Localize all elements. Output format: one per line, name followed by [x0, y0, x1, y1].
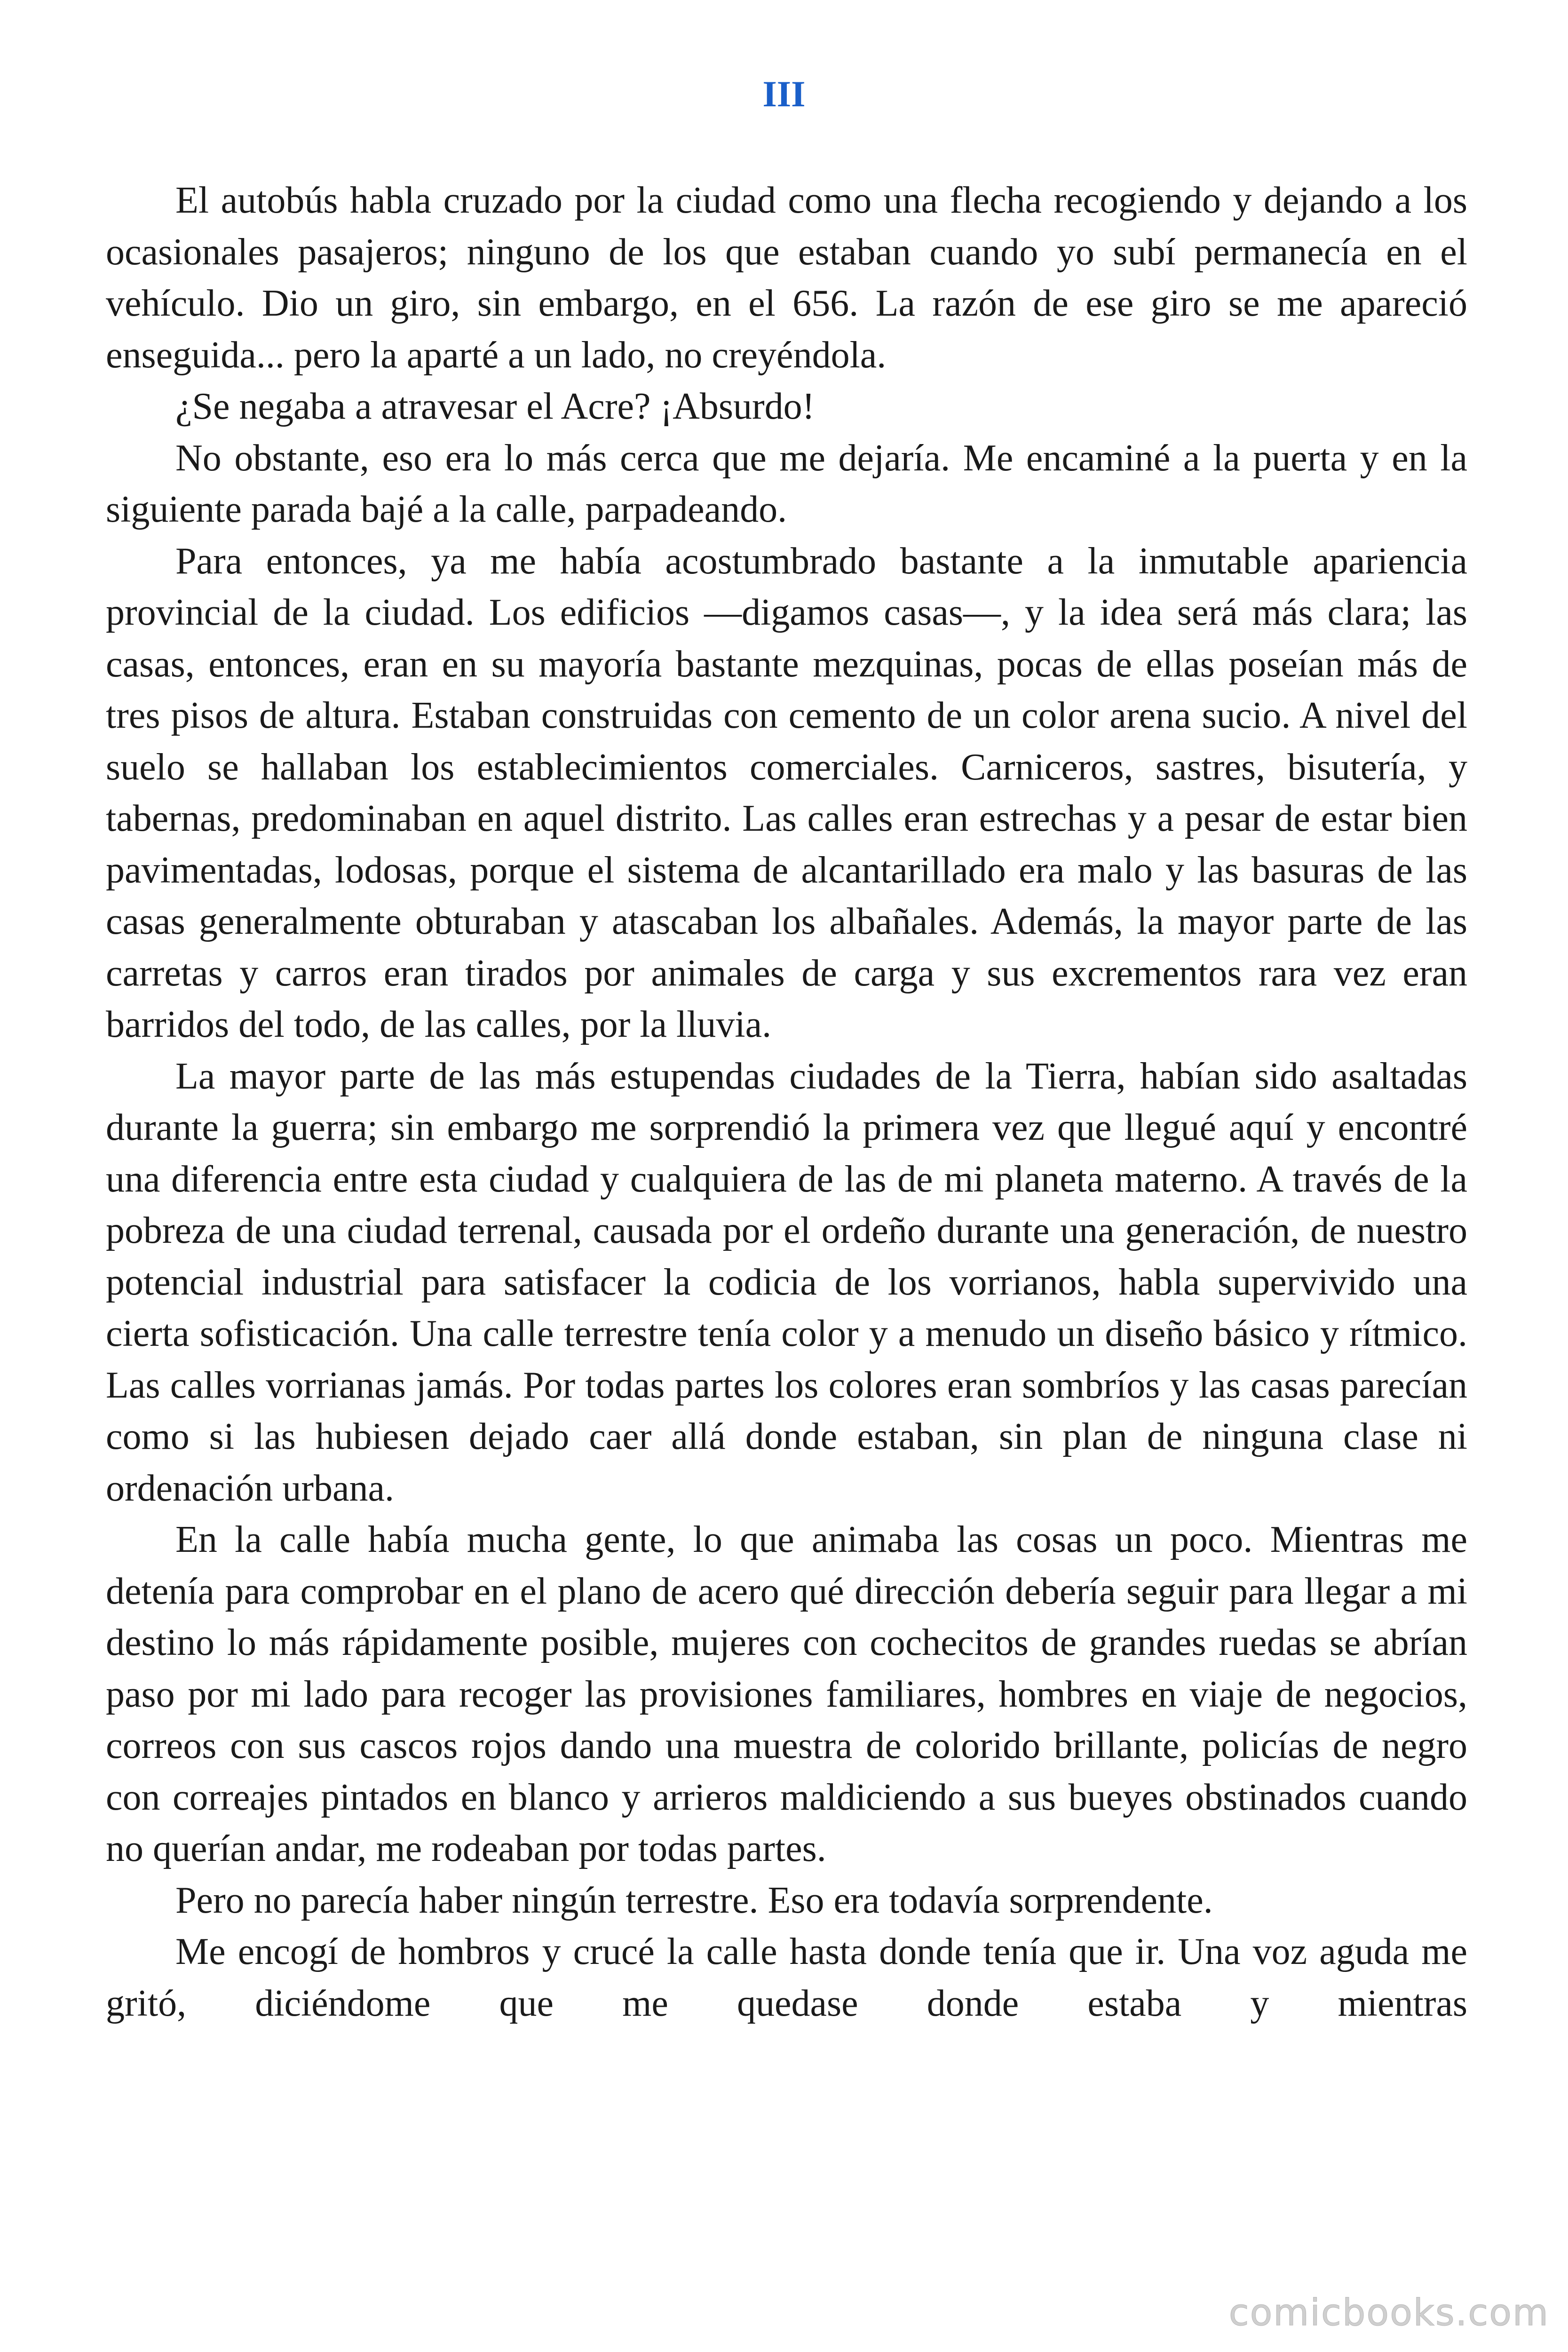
paragraph-1: El autobús habla cruzado por la ciudad como una flecha recogiendo y dejando a los ocasionales pasajeros; ninguno de los que estaban cuando yo subí permanecía en el vehículo. Dio un giro, sin embargo, en el 656. La razón de ese giro se me apareció enseguida... pero la aparté a un lado, no creyéndola. [106, 180, 1467, 376]
paragraph-3: No obstante, eso era lo más cerca que me dejaría. Me encaminé a la puerta y en la siguiente parada bajé a la calle, parpadeando. [106, 437, 1467, 530]
paragraph-6: En la calle había mucha gente, lo que animaba las cosas un poco. Mientras me detenía para comprobar en el plano de acero qué dirección debería seguir para llegar a mi destino lo más rápidamente posible, mujeres con cochecitos de grandes ruedas se abrían paso por mi lado para recoger las provisiones familiares, hombres en viaje de negocios, correos con sus cascos rojos dando una muestra de colorido brillante, policías de negro con correajes pintados en blanco y arrieros maldiciendo a sus bueyes obstinados cuando no querían andar, me rodeaban por todas partes. [106, 1519, 1467, 1869]
paragraph-4: Para entonces, ya me había acostumbrado bastante a la inmutable apariencia provincial de la ciudad. Los edificios —digamos casas—, y la idea será más clara; las casas, entonces, eran en su mayoría bastante mezquinas, pocas de ellas poseían más de tres pisos de altura. Estaban construidas con cemento de un color arena sucio. A nivel del suelo se hallaban los establecimientos comerciales. Carniceros, sastres, bisutería, y tabernas, predominaban en aquel distrito. Las calles eran estrechas y a pesar de estar bien pavimentadas, lodosas, porque el sistema de alcantarillado era malo y las basuras de las casas generalmente obturaban y atascaban los albañales. Además, la mayor parte de las carretas y carros eran tirados por animales de carga y sus excrementos rara vez eran barridos del todo, de las calles, por la lluvia. [106, 540, 1467, 1045]
body-text [106, 175, 1467, 2029]
paragraph-7: Pero no parecía haber ningún terrestre. Eso era todavía sorprendente. [175, 1879, 1213, 1921]
watermark: comicbooks.com [1228, 2292, 1549, 2334]
chapter-heading: III [762, 73, 806, 114]
paragraph-2: ¿Se negaba a atravesar el Acre? ¡Absurdo! [175, 386, 815, 427]
paragraph-8: Me encogí de hombros y crucé la calle hasta donde tenía que ir. Una voz aguda me gritó, diciéndome que me quedase donde estaba y mientras [106, 1931, 1467, 2024]
paragraph-5: La mayor parte de las más estupendas ciudades de la Tierra, habían sido asaltadas durante la guerra; sin embargo me sorprendió la primera vez que llegué aquí y encontré una diferencia entre esta ciudad y cualquiera de las de mi planeta materno. A través de la pobreza de una ciudad terrenal, causada por el ordeño durante una generación, de nuestro potencial industrial para satisfacer la codicia de los vorrianos, habla supervivido una cierta sofisticación. Una calle terrestre tenía color y a menudo un diseño básico y rítmico. Las calles vorrianas jamás. Por todas partes los colores eran sombríos y las casas parecían como si las hubiesen dejado caer allá donde estaban, sin plan de ninguna clase ni ordenación urbana. [106, 1055, 1467, 1509]
